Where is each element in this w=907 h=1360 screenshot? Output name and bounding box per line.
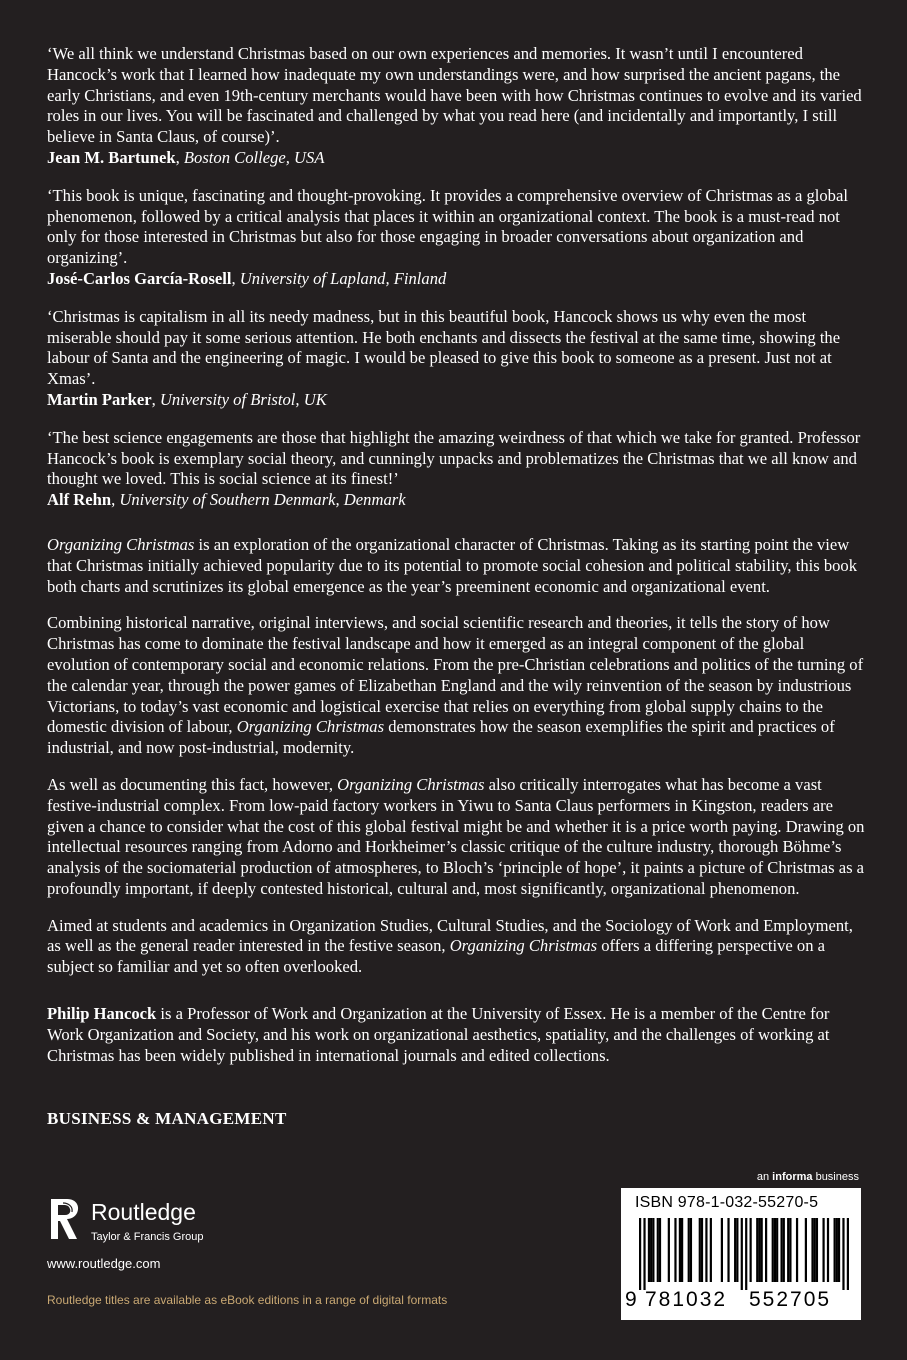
barcode-bar: [756, 1218, 758, 1282]
description-paragraph: As well as documenting this fact, however, Organizing Christmas also critically interrogates what has become a vast festive-industrial complex. From low-paid factory workers in Yiwu to Santa Claus performers in Kingston, readers are given a chance to consider what the cost of this global festival might be and whether it is a price worth paying. Drawing on intellectual resources ranging from Adorno and Horkheimer’s classic critique of the culture industry, thorough Böhme’s analysis of the sociomaterial production of atmospheres, to Bloch’s ‘principle of hope’, it paints a picture of Christmas as a profoundly important, if deeply contested historical, cultural and, most significantly, organizational phenomenon.: [47, 774, 865, 898]
barcode-bar: [814, 1218, 816, 1282]
subject-category: BUSINESS & MANAGEMENT: [47, 1109, 287, 1128]
barcode-bar: [657, 1218, 659, 1282]
routledge-logo-icon: [47, 1197, 83, 1245]
quote-text: ‘The best science engagements are those that highlight the amazing weirdness of that which we take for granted. Professor Hancock’s book is exemplary social theory, and cunningly unpacks and problematizes the Christmas that we all know and thought we loved. This is social science at its finest!’: [47, 427, 861, 489]
routledge-logo: [47, 1197, 204, 1250]
quote-text: ‘Christmas is capitalism in all its needy madness, but in this beautiful book, Hancock shows us why even the most miserable should pay it some serious attention. He both enchants and dissects the festival at the same time, showing the labour of Santa and the engineering of magic. I would be pleased to give this book to someone as a present. Just not at Xmas’.: [47, 306, 841, 389]
barcode-bar: [688, 1218, 690, 1282]
author-bio: Philip Hancock is a Professor of Work and Organization at the University of Essex. He is a member of the Centre for Work Organization and Society, and his work on organizational aesthetics, spatiality, and the challenges of working at Christmas has been widely published in international journals and edited collections.: [47, 1004, 830, 1065]
barcode-bar: [648, 1218, 650, 1282]
description-paragraph: Organizing Christmas is an exploration of the organizational character of Christmas. Taking as its starting point the view that Christmas initially achieved popularity due to its potential to promote social cohesion and political stability, this book both charts and scrutinizes its global emergence as the year’s preeminent economic and organizational event.: [47, 534, 858, 596]
barcode-bar: [780, 1218, 782, 1282]
barcode-bar: [745, 1218, 747, 1290]
quote-author: Alf Rehn: [47, 490, 112, 510]
barcode-bar: [650, 1218, 652, 1282]
barcode-bar: [741, 1218, 743, 1290]
barcode-bar: [727, 1218, 729, 1282]
barcode-bar: [679, 1218, 681, 1282]
barcode-bar: [796, 1218, 798, 1282]
bio-author-name: Philip Hancock: [47, 1004, 157, 1024]
barcode-bar: [721, 1218, 723, 1282]
quote-text: ‘We all think we understand Christmas based on our own experiences and memories. It wasn’t until I encountered Hancock’s work that I learned how inadequate my own understandings were, and how surprised the ancient pagans, the early Christians, and even 19th-century merchants would have been with how Christmas continues to evolve and its varied roles in our lives. You will be fascinated and challenged by what you read here (and incidentally and importantly, I still believe in Santa Claus, of course)’.: [47, 44, 862, 147]
barcode-bar: [834, 1218, 836, 1282]
barcode-bar: [710, 1218, 712, 1282]
quote-affiliation: University of Lapland, Finland: [239, 268, 447, 288]
barcode-bar: [842, 1218, 844, 1290]
endorsement-quote: ‘We all think we understand Christmas based on our own experiences and memories. It wasn’t until I encountered Hancock’s work that I learned how inadequate my own understandings were, and how surprised the ancient pagans, the early Christians, and even 19th-century merchants would have been with how Christmas continues to evolve and its varied roles in our lives. You will be fascinated and challenged by what you read here (and incidentally and importantly, I still believe in Santa Claus, of course)’. Jean M. Bartunek, Boston College, USA: [47, 44, 862, 167]
barcode-bar: [643, 1218, 645, 1290]
quote-affiliation: University of Southern Denmark, Denmark: [119, 490, 406, 510]
description-paragraph: Combining historical narrative, original interviews, and social scientific research and theories, it tells the story of how Christmas has come to dominate the festival landscape and how it emerged as an integral component of the global evolution of contemporary social and economic relations. From the pre-Christian celebrations and politics of the turning of the calendar year, through the power games of Elizabethan England and the wily reinvention of the season by industrious Victorians, to today’s vast economic and logistical exercise that relies on everything from global supply chains to the domestic division of labour, Organizing Christmas demonstrates how the season exemplifies the spirit and practices of industrial, and now post-industrial, modernity.: [47, 613, 864, 758]
barcode-bar: [816, 1218, 818, 1282]
publisher-group: Taylor & Francis Group: [91, 1231, 204, 1243]
informa-tagline: an informa business: [756, 1171, 859, 1183]
isbn-label: ISBN 978-1-032-55270-5: [635, 1194, 819, 1211]
barcode-bar: [761, 1218, 763, 1282]
barcode-bar: [765, 1218, 767, 1282]
barcode-bar: [699, 1218, 701, 1282]
quote-affiliation: Boston College, USA: [183, 147, 325, 167]
barcode-bar: [789, 1218, 791, 1282]
barcode-bar: [690, 1218, 692, 1282]
barcode-bars: [639, 1218, 849, 1290]
barcode-bar: [750, 1218, 752, 1282]
barcode-bar: [772, 1218, 774, 1282]
publisher-name: Routledge: [91, 1199, 196, 1225]
book-title: Organizing Christmas: [449, 936, 598, 956]
book-title: Organizing Christmas: [236, 717, 385, 737]
barcode-bar: [659, 1218, 661, 1282]
barcode-bar: [668, 1218, 670, 1282]
barcode-bar: [736, 1218, 738, 1282]
barcode-bar: [681, 1218, 683, 1282]
barcode-bar: [652, 1218, 654, 1282]
barcode-bar: [701, 1218, 703, 1282]
isbn-barcode: ISBN 978-1-032-55270-5 9 781032 552705: [621, 1188, 861, 1320]
quote-author: Jean M. Bartunek: [47, 147, 176, 167]
quote-affiliation: University of Bristol, UK: [159, 389, 327, 409]
quote-author: Martin Parker: [47, 389, 152, 409]
barcode-bar: [847, 1218, 849, 1290]
barcode-bar: [674, 1218, 676, 1282]
description-paragraph: Aimed at students and academics in Organization Studies, Cultural Studies, and the Sociology of Work and Employment, as well as the general reader interested in the festive season, Organizing Christmas offers a differing perspective on a subject so familiar and yet so often overlooked.: [47, 915, 853, 977]
barcode-bar: [758, 1218, 760, 1282]
barcode-bar: [836, 1218, 838, 1282]
barcode-bar: [639, 1218, 641, 1290]
book-title: Organizing Christmas: [337, 774, 485, 794]
endorsement-quote: ‘Christmas is capitalism in all its needy madness, but in this beautiful book, Hancock shows us why even the most miserable should pay it some serious attention. He both enchants and dissects the festival at the same time, showing the labour of Santa and the engineering of magic. I would be pleased to give this book to someone as a present. Just not at Xmas’. Martin Parker, University of Bristol, UK: [47, 306, 841, 409]
barcode-bar: [827, 1218, 829, 1282]
barcode-bar: [822, 1218, 824, 1282]
barcode-bar: [838, 1218, 840, 1282]
ebook-note: Routledge titles are available as eBook editions in a range of digital formats: [47, 1293, 448, 1307]
back-cover-text: [47, 44, 865, 1066]
barcode-bar: [774, 1218, 776, 1282]
endorsement-quote: ‘This book is unique, fascinating and thought-provoking. It provides a comprehensive overview of Christmas as a global phenomenon, followed by a critical analysis that places it within an organizational context. The book is a must-read not only for those interested in Christmas but also for those engaging in broader conversations about organization and organizing’. José-Carlos García-Rosell, University of Lapland, Finland: [47, 185, 848, 288]
book-title: Organizing Christmas: [47, 534, 195, 554]
barcode-bar: [705, 1218, 707, 1282]
quote-author: José-Carlos García-Rosell: [47, 268, 232, 288]
barcode-bar: [783, 1218, 785, 1282]
endorsement-quote: ‘The best science engagements are those that highlight the amazing weirdness of that which we take for granted. Professor Hancock’s book is exemplary social theory, and cunningly unpacks and problematizes the Christmas that we all know and thought we loved. This is social science at its finest!’ Alf Rehn, University of Southern Denmark, Denmark: [47, 427, 861, 510]
quote-text: ‘This book is unique, fascinating and thought-provoking. It provides a comprehensive overview of Christmas as a global phenomenon, followed by a critical analysis that places it within an organizational context. The book is a must-read not only for those interested in Christmas but also for those engaging in broader conversations about organization and organizing’.: [47, 185, 848, 268]
barcode-bar: [805, 1218, 807, 1282]
barcode-bar: [776, 1218, 778, 1282]
publisher-website: www.routledge.com: [47, 1256, 161, 1271]
barcode-bar: [734, 1218, 736, 1282]
barcode-bar: [811, 1218, 813, 1282]
barcode-bar: [787, 1218, 789, 1282]
